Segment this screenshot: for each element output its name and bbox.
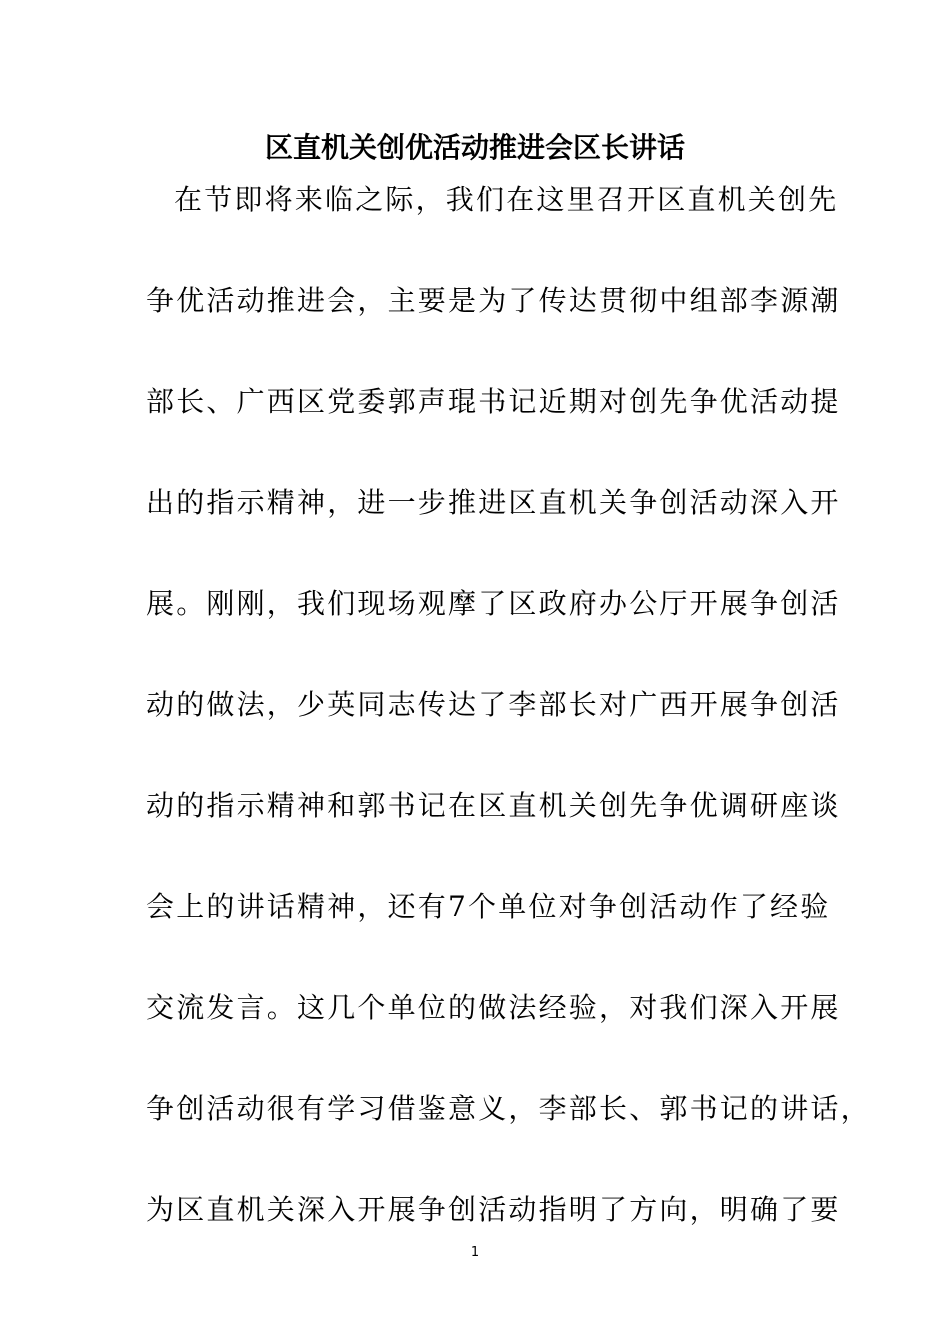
document-title: 区直机关创优活动推进会区长讲话 — [264, 131, 685, 164]
body-line: 展。刚刚，我们现场观摩了区政府办公厅开展争创活 — [146, 587, 841, 620]
body-line: 争优活动推进会，主要是为了传达贯彻中组部李源潮 — [146, 284, 841, 317]
page-number: 1 — [470, 1245, 480, 1260]
body-line: 在节即将来临之际，我们在这里召开区直机关创先 — [174, 183, 839, 216]
body-line: 争创活动很有学习借鉴意义，李部长、郭书记的讲话， — [146, 1092, 871, 1125]
body-line: 部长、广西区党委郭声琨书记近期对创先争优活动提 — [146, 385, 841, 418]
body-line: 动的指示精神和郭书记在区直机关创先争优调研座谈 — [146, 789, 841, 822]
body-line: 动的做法，少英同志传达了李部长对广西开展争创活 — [146, 688, 841, 721]
document-body — [146, 178, 871, 1289]
body-line: 交流发言。这几个单位的做法经验，对我们深入开展 — [146, 991, 841, 1024]
body-line: 为区直机关深入开展争创活动指明了方向，明确了要 — [146, 1193, 841, 1226]
body-line: 出的指示精神，进一步推进区直机关争创活动深入开 — [146, 486, 841, 519]
body-line: 会上的讲话精神，还有7个单位对争创活动作了经验 — [146, 890, 831, 923]
